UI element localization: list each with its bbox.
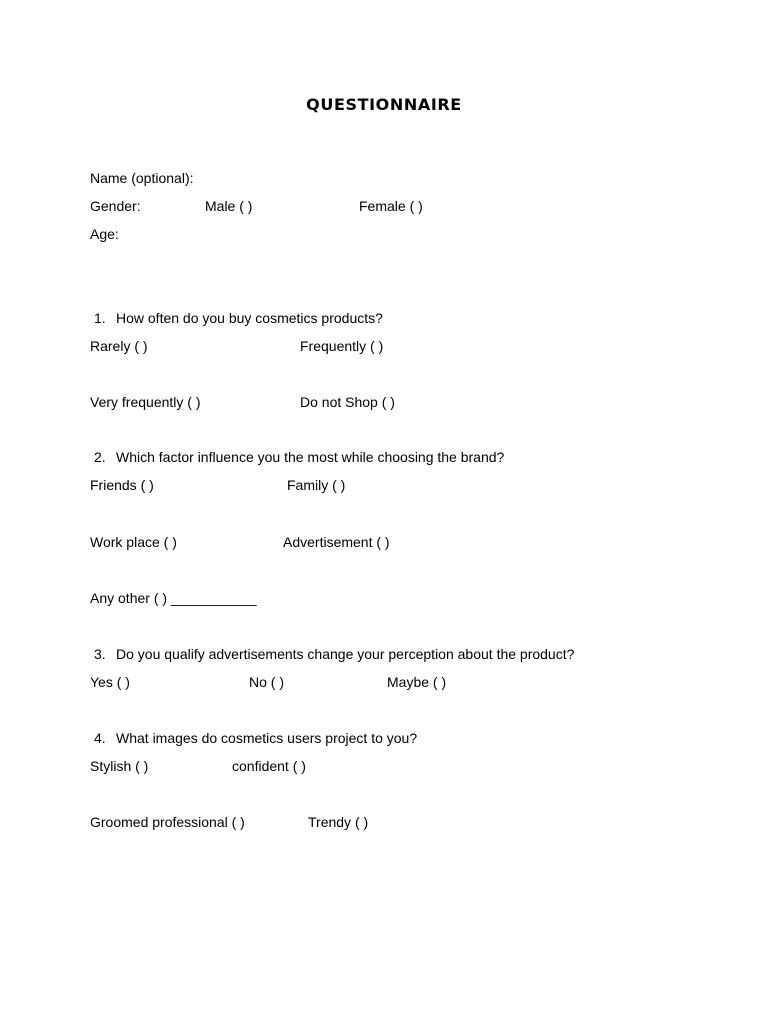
q2-option-any-other[interactable]: Any other ( ) ___________ <box>90 590 257 606</box>
gender-label: Gender: <box>90 198 141 214</box>
q1-option-rarely[interactable]: Rarely ( ) <box>90 338 148 354</box>
gender-option-male[interactable]: Male ( ) <box>205 198 253 214</box>
question-4-number: 4. <box>94 730 106 746</box>
q4-option-groomed-professional[interactable]: Groomed professional ( ) <box>90 814 245 830</box>
q4-option-stylish[interactable]: Stylish ( ) <box>90 758 149 774</box>
page-title: QUESTIONNAIRE <box>306 95 462 114</box>
question-3-text: Do you qualify advertisements change your perception about the product? <box>116 646 575 662</box>
gender-option-female[interactable]: Female ( ) <box>359 198 423 214</box>
q1-option-frequently[interactable]: Frequently ( ) <box>300 338 384 354</box>
question-4-text: What images do cosmetics users project to you? <box>116 730 418 746</box>
q2-option-friends[interactable]: Friends ( ) <box>90 477 154 493</box>
question-3-number: 3. <box>94 646 106 662</box>
q2-option-work-place[interactable]: Work place ( ) <box>90 534 177 550</box>
q1-option-very-frequently[interactable]: Very frequently ( ) <box>90 394 201 410</box>
q2-option-family[interactable]: Family ( ) <box>287 477 346 493</box>
q1-option-do-not-shop[interactable]: Do not Shop ( ) <box>300 394 395 410</box>
age-label: Age: <box>90 226 119 242</box>
q3-option-yes[interactable]: Yes ( ) <box>90 674 130 690</box>
q4-option-confident[interactable]: confident ( ) <box>232 758 306 774</box>
q3-option-maybe[interactable]: Maybe ( ) <box>387 674 447 690</box>
q2-option-advertisement[interactable]: Advertisement ( ) <box>283 534 390 550</box>
name-label: Name (optional): <box>90 170 194 186</box>
question-1-text: How often do you buy cosmetics products? <box>116 310 383 326</box>
q3-option-no[interactable]: No ( ) <box>249 674 284 690</box>
q4-option-trendy[interactable]: Trendy ( ) <box>308 814 369 830</box>
question-2-text: Which factor influence you the most while choosing the brand? <box>116 449 505 465</box>
question-1-number: 1. <box>94 310 106 326</box>
question-2-number: 2. <box>94 449 106 465</box>
